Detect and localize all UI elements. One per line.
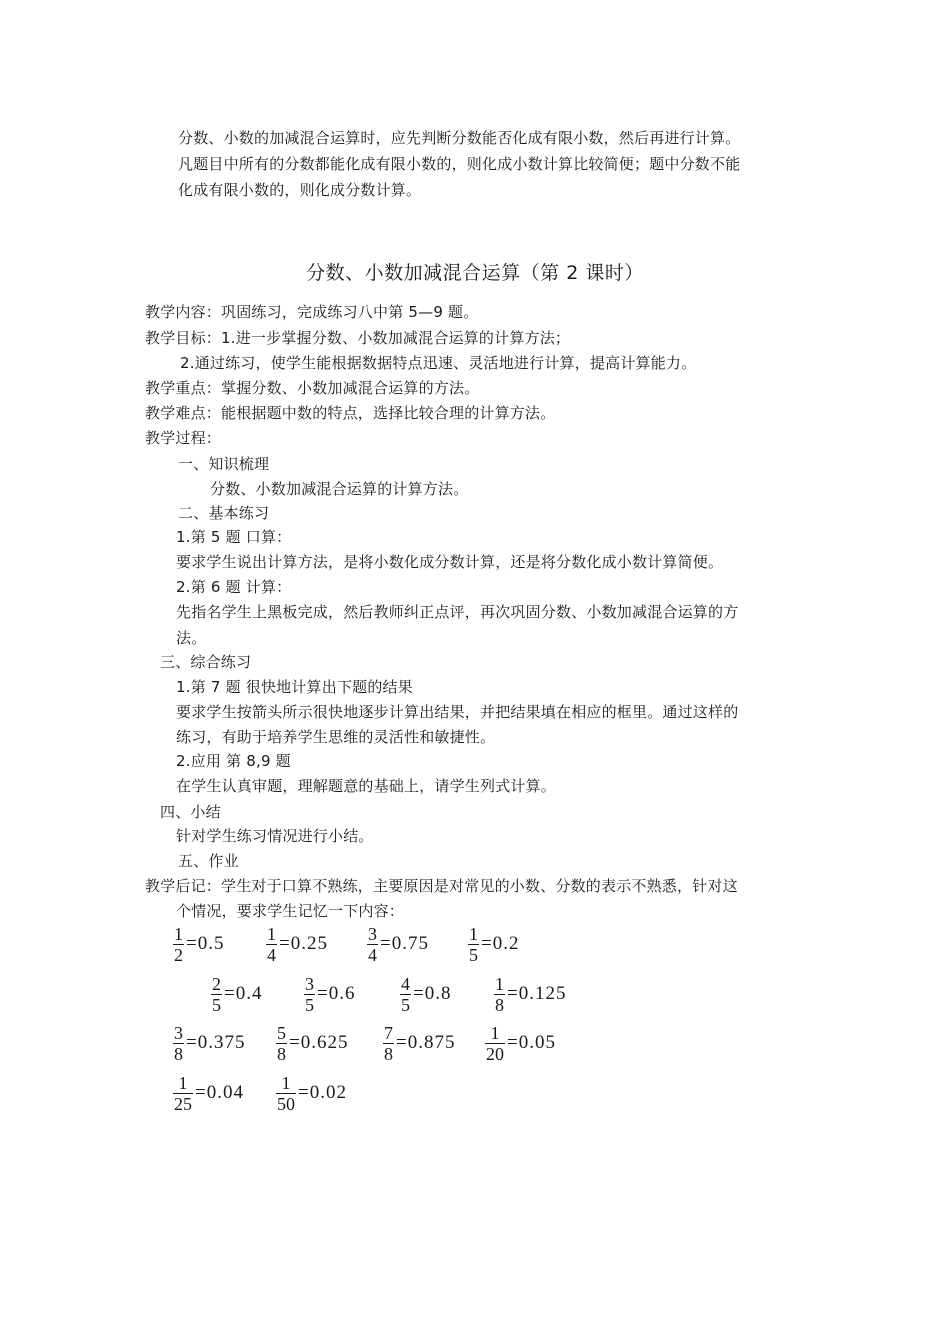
numerator: 1 (281, 1072, 291, 1093)
section-2-title: 二、基本练习 (178, 504, 270, 522)
decimal-value: =0.04 (195, 1082, 244, 1103)
numerator: 3 (174, 1022, 183, 1043)
numerator: 1 (495, 973, 504, 994)
fraction (383, 1023, 394, 1064)
fraction (400, 974, 411, 1015)
section-4-text: 针对学生练习情况进行小结。 (176, 827, 374, 845)
fraction-item (304, 972, 355, 1016)
denominator: 25 (174, 1093, 192, 1114)
denominator: 5 (305, 994, 314, 1015)
section-3-title: 三、综合练习 (160, 653, 252, 671)
denominator: 8 (277, 1043, 286, 1064)
fraction-item (383, 1021, 455, 1065)
denominator: 4 (368, 944, 377, 965)
fraction-item (173, 1021, 245, 1065)
decimal-value: =0.02 (298, 1082, 347, 1103)
decimal-value: =0.625 (289, 1032, 349, 1053)
decimal-value: =0.05 (507, 1032, 556, 1053)
section-3-question-1-text-1: 要求学生按箭头所示很快地逐步计算出结果，并把结果填在相应的框里。通过这样的 (176, 703, 739, 721)
teaching-notes-line-1: 教学后记：学生对于口算不熟练，主要原因是对常见的小数、分数的表示不熟悉，针对这 (145, 877, 738, 895)
decimal-value: =0.375 (186, 1032, 246, 1053)
fraction-item (211, 972, 262, 1016)
decimal-value: =0.2 (481, 933, 520, 954)
fraction-item (400, 972, 451, 1016)
decimal-value: =0.6 (317, 983, 356, 1004)
numerator: 1 (174, 923, 183, 944)
fraction (485, 1023, 505, 1064)
section-3-question-2-text: 在学生认真审题，理解题意的基础上，请学生列式计算。 (176, 777, 557, 795)
section-5-title: 五、作业 (178, 852, 239, 870)
fraction-item (494, 972, 566, 1016)
fraction (266, 924, 277, 965)
section-2-question-2: 2.第 6 题 计算： (176, 578, 292, 596)
denominator: 50 (277, 1093, 295, 1114)
denominator: 4 (267, 944, 276, 965)
section-2-question-2-text-2: 法。 (176, 629, 207, 647)
fraction (304, 974, 315, 1015)
denominator: 5 (469, 944, 478, 965)
decimal-value: =0.25 (279, 933, 328, 954)
teaching-goal-1: 教学目标：1.进一步掌握分数、小数加减混合运算的计算方法； (145, 329, 571, 347)
numerator: 1 (267, 923, 276, 944)
fraction-item (276, 1021, 348, 1065)
fraction-row-2 (0, 972, 950, 1016)
section-3-question-1: 1.第 7 题 很快地计算出下题的结果 (176, 678, 413, 696)
fraction (494, 974, 505, 1015)
decimal-value: =0.75 (380, 933, 429, 954)
decimal-value: =0.875 (396, 1032, 456, 1053)
fraction (276, 1073, 296, 1114)
denominator: 2 (174, 944, 183, 965)
fraction-item (173, 1071, 244, 1115)
numerator: 2 (212, 973, 221, 994)
denominator: 20 (486, 1043, 504, 1064)
section-2-question-1: 1.第 5 题 口算： (176, 528, 292, 546)
section-2-question-1-text: 要求学生说出计算方法，是将小数化成分数计算，还是将分数化成小数计算简便。 (176, 553, 724, 571)
fraction-row-3 (0, 1021, 950, 1065)
numerator: 3 (305, 973, 314, 994)
fraction (173, 924, 184, 965)
denominator: 8 (495, 994, 504, 1015)
section-4-title: 四、小结 (160, 803, 221, 821)
numerator: 1 (490, 1022, 500, 1043)
numerator: 1 (469, 923, 478, 944)
numerator: 4 (401, 973, 410, 994)
intro-line-2: 凡题目中所有的分数都能化成有限小数的，则化成小数计算比较简便；题中分数不能 (178, 155, 741, 173)
section-2-question-2-text-1: 先指名学生上黑板完成，然后教师纠正点评，再次巩固分数、小数加减混合运算的方 (176, 603, 739, 621)
fraction-item (173, 922, 224, 966)
fraction-item (468, 922, 519, 966)
intro-line-1: 分数、小数的加减混合运算时，应先判断分数能否化成有限小数，然后再进行计算。 (178, 129, 741, 147)
numerator: 3 (368, 923, 377, 944)
fraction-row-1 (0, 922, 950, 966)
denominator: 8 (174, 1043, 183, 1064)
teaching-goal-2: 2.通过练习，使学生能根据数据特点迅速、灵活地进行计算，提高计算能力。 (180, 354, 697, 372)
denominator: 5 (212, 994, 221, 1015)
teaching-notes-line-2: 个情况，要求学生记忆一下内容： (176, 902, 405, 920)
section-3-question-1-text-2: 练习，有助于培养学生思维的灵活性和敏捷性。 (176, 728, 496, 746)
decimal-value: =0.4 (224, 983, 263, 1004)
fraction-row-4 (0, 1071, 950, 1115)
section-1-title: 一、知识梳理 (178, 455, 270, 473)
decimal-value: =0.5 (186, 933, 225, 954)
intro-line-3: 化成有限小数的，则化成分数计算。 (178, 181, 422, 199)
section-3-question-2: 2.应用 第 8,9 题 (176, 752, 291, 770)
fraction (276, 1023, 287, 1064)
decimal-value: =0.8 (413, 983, 452, 1004)
fraction-item (266, 922, 328, 966)
fraction (211, 974, 222, 1015)
teaching-key-point: 教学重点：掌握分数、小数加减混合运算的方法。 (145, 379, 480, 397)
decimal-value: =0.125 (507, 983, 567, 1004)
numerator: 7 (384, 1022, 393, 1043)
fraction (173, 1023, 184, 1064)
lesson-title: 分数、小数加减混合运算（第 2 课时） (306, 262, 644, 284)
teaching-content: 教学内容：巩固练习，完成练习八中第 5—9 题。 (145, 303, 479, 321)
fraction (173, 1073, 193, 1114)
fraction-item (367, 922, 429, 966)
denominator: 8 (384, 1043, 393, 1064)
numerator: 1 (178, 1072, 188, 1093)
fraction (367, 924, 378, 965)
teaching-process-label: 教学过程： (145, 429, 222, 447)
denominator: 5 (401, 994, 410, 1015)
numerator: 5 (277, 1022, 286, 1043)
fraction-item (485, 1021, 556, 1065)
fraction (468, 924, 479, 965)
fraction-item (276, 1071, 347, 1115)
section-1-text: 分数、小数加减混合运算的计算方法。 (210, 480, 469, 498)
teaching-difficulty: 教学难点：能根据题中数的特点，选择比较合理的计算方法。 (145, 404, 556, 422)
